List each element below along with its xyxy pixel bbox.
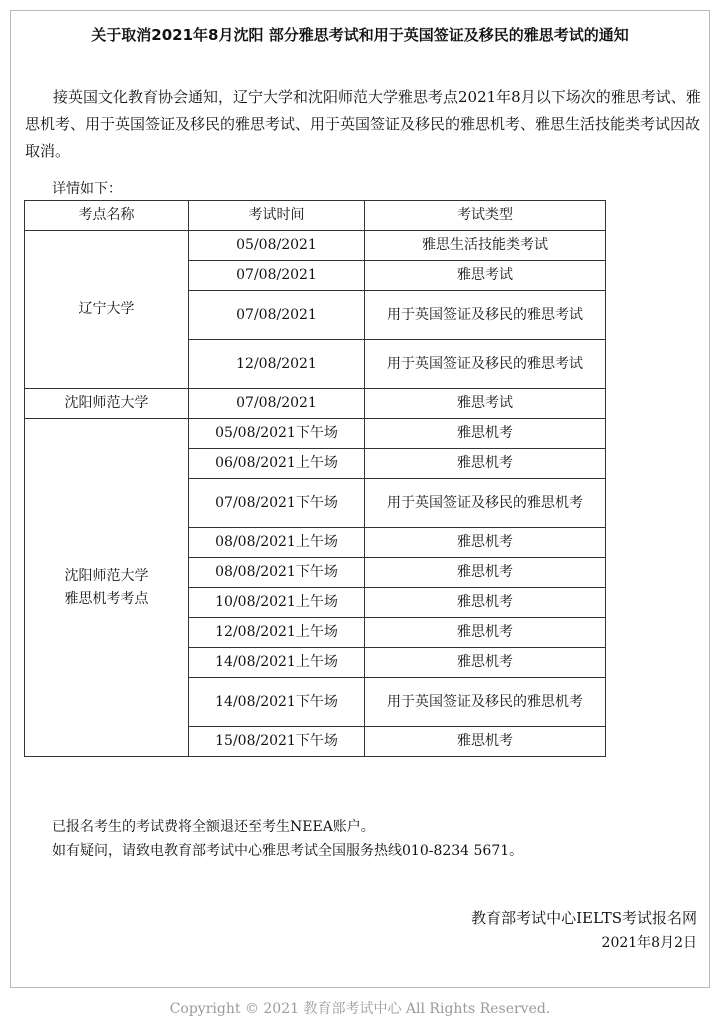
exam-type-cell: 用于英国签证及移民的雅思机考 bbox=[365, 479, 606, 528]
venue-name-line: 雅思机考考点 bbox=[64, 590, 149, 607]
table-row bbox=[25, 231, 606, 261]
header-type: 考试类型 bbox=[365, 201, 606, 231]
exam-type-cell: 雅思机考 bbox=[365, 588, 606, 618]
exam-time-cell: 05/08/2021下午场 bbox=[189, 419, 365, 449]
exam-time-cell: 12/08/2021上午场 bbox=[189, 618, 365, 648]
exam-time-cell: 14/08/2021下午场 bbox=[189, 678, 365, 727]
intro-paragraph: 接英国文化教育协会通知，辽宁大学和沈阳师范大学雅思考点2021年8月以下场次的雅思考试、雅思机考、用于英国签证及移民的雅思考试、用于英国签证及移民的雅思机考、雅思生活技能类考试因故取消。 bbox=[25, 88, 701, 160]
table-header-row bbox=[25, 201, 606, 231]
exam-time-cell: 07/08/2021下午场 bbox=[189, 479, 365, 528]
exam-time-cell: 06/08/2021上午场 bbox=[189, 449, 365, 479]
exam-time-cell: 12/08/2021 bbox=[189, 340, 365, 389]
contact-note: 如有疑问，请致电教育部考试中心雅思考试全国服务热线010-8234 5671。 bbox=[52, 843, 524, 859]
header-venue: 考点名称 bbox=[25, 201, 189, 231]
exam-type-cell: 雅思机考 bbox=[365, 449, 606, 479]
exam-time-cell: 08/08/2021上午场 bbox=[189, 528, 365, 558]
refund-note: 已报名考生的考试费将全额退还至考生NEEA账户。 bbox=[52, 819, 375, 835]
venue-name-line: 沈阳师范大学 bbox=[64, 395, 149, 411]
exam-type-cell: 用于英国签证及移民的雅思机考 bbox=[365, 678, 606, 727]
issue-date: 2021年8月2日 bbox=[601, 935, 697, 951]
issuer: 教育部考试中心IELTS考试报名网 bbox=[471, 909, 697, 927]
exam-type-cell: 雅思机考 bbox=[365, 528, 606, 558]
exam-type-cell: 雅思机考 bbox=[365, 648, 606, 678]
exam-time-cell: 07/08/2021 bbox=[189, 389, 365, 419]
exam-type-cell: 雅思机考 bbox=[365, 419, 606, 449]
exam-time-cell: 08/08/2021下午场 bbox=[189, 558, 365, 588]
exam-type-cell: 雅思机考 bbox=[365, 618, 606, 648]
exam-time-cell: 15/08/2021下午场 bbox=[189, 727, 365, 757]
exam-type-cell: 雅思考试 bbox=[365, 389, 606, 419]
exam-type-cell: 用于英国签证及移民的雅思考试 bbox=[365, 291, 606, 340]
exam-time-cell: 05/08/2021 bbox=[189, 231, 365, 261]
exam-time-cell: 10/08/2021上午场 bbox=[189, 588, 365, 618]
table-row bbox=[25, 419, 606, 449]
table-row bbox=[25, 389, 606, 419]
notice-title: 关于取消2021年8月沈阳 部分雅思考试和用于英国签证及移民的雅思考试的通知 bbox=[91, 26, 629, 44]
cancellation-table bbox=[24, 200, 606, 757]
exam-time-cell: 07/08/2021 bbox=[189, 261, 365, 291]
exam-time-cell: 14/08/2021上午场 bbox=[189, 648, 365, 678]
details-label: 详情如下： bbox=[52, 181, 122, 197]
venue-cell bbox=[25, 231, 189, 389]
venue-cell bbox=[25, 419, 189, 757]
exam-type-cell: 雅思生活技能类考试 bbox=[365, 231, 606, 261]
venue-name-line: 沈阳师范大学 bbox=[64, 567, 149, 584]
exam-type-cell: 雅思机考 bbox=[365, 558, 606, 588]
copyright: Copyright © 2021 教育部考试中心 All Rights Reserved. bbox=[169, 1001, 551, 1017]
venue-cell bbox=[25, 389, 189, 419]
exam-type-cell: 雅思考试 bbox=[365, 261, 606, 291]
venue-name-line: 辽宁大学 bbox=[78, 301, 135, 317]
exam-type-cell: 雅思机考 bbox=[365, 727, 606, 757]
exam-type-cell: 用于英国签证及移民的雅思考试 bbox=[365, 340, 606, 389]
exam-time-cell: 07/08/2021 bbox=[189, 291, 365, 340]
header-time: 考试时间 bbox=[189, 201, 365, 231]
